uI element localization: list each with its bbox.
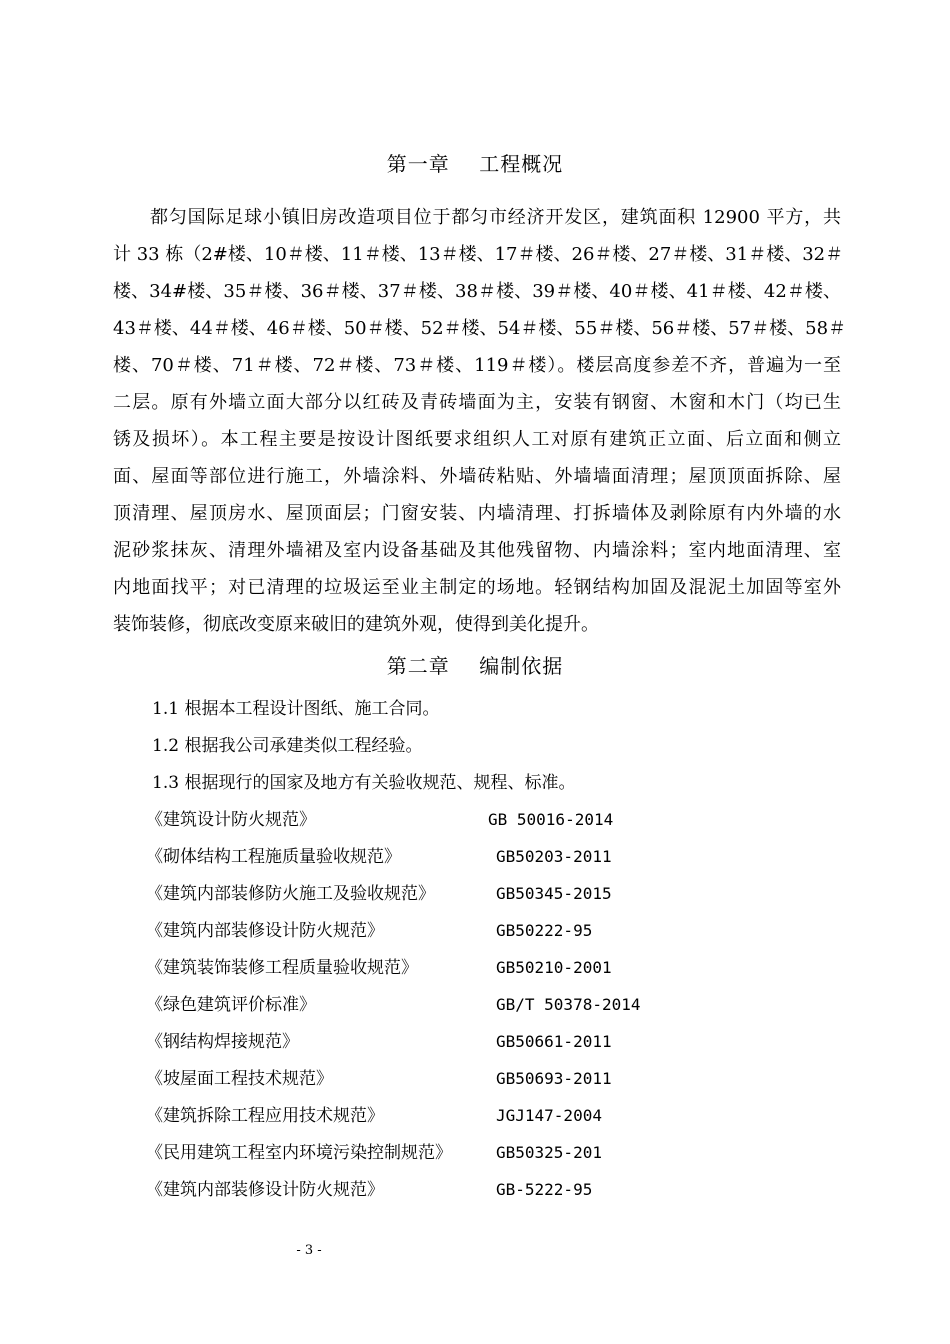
standard-name: 《建筑设计防火规范》 [146, 810, 316, 830]
standard-code: GB50693-2011 [496, 1069, 612, 1088]
standard-name: 《建筑装饰装修工程质量验收规范》 [146, 958, 418, 978]
paragraph-line: 泥砂浆抹灰、清理外墙裙及室内设备基础及其他残留物、内墙涂料；室内地面清理、室 [113, 540, 841, 561]
paragraph-line: 装饰装修，彻底改变原来破旧的建筑外观，使得到美化提升。 [113, 614, 599, 635]
standard-name: 《砌体结构工程施质量验收规范》 [146, 847, 401, 867]
standard-code: GB-5222-95 [496, 1180, 593, 1199]
paragraph-line: 43＃楼、44＃楼、46＃楼、50＃楼、52＃楼、54＃楼、55＃楼、56＃楼、57＃楼、58＃ [113, 318, 847, 339]
paragraph-line: 计 33 栋（2#楼、10＃楼、11＃楼、13＃楼、17＃楼、26＃楼、27＃楼、31＃楼、32＃ [113, 244, 844, 265]
standard-name: 《绿色建筑评价标准》 [146, 995, 316, 1015]
page-number: - 3 - [296, 1243, 322, 1258]
chapter-one-title: 第一章 工程概况 [386, 152, 564, 176]
standard-code: GB50210-2001 [496, 958, 612, 977]
chapter-two-title: 第二章 编制依据 [386, 654, 564, 678]
standard-name: 《建筑内部装修设计防火规范》 [146, 921, 384, 941]
basis-item: 1.2 根据我公司承建类似工程经验。 [152, 736, 423, 756]
paragraph-line: 内地面找平；对已清理的垃圾运至业主制定的场地。轻钢结构加固及混泥土加固等室外 [113, 577, 841, 598]
paragraph-line: 锈及损坏）。本工程主要是按设计图纸要求组织人工对原有建筑正立面、后立面和侧立 [113, 429, 841, 450]
paragraph-line: 楼、34#楼、35＃楼、36＃楼、37＃楼、38＃楼、39＃楼、40＃楼、41＃楼、42＃楼、 [113, 281, 841, 302]
basis-item: 1.3 根据现行的国家及地方有关验收规范、规程、标准。 [152, 773, 576, 793]
paragraph-line: 都匀国际足球小镇旧房改造项目位于都匀市经济开发区，建筑面积 12900 平方，共 [150, 207, 841, 228]
paragraph-line: 二层。原有外墙立面大部分以红砖及青砖墙面为主，安装有钢窗、木窗和木门（均已生 [113, 392, 841, 413]
standard-name: 《民用建筑工程室内环境污染控制规范》 [146, 1143, 452, 1163]
paragraph-line: 面、屋面等部位进行施工，外墙涂料、外墙砖粘贴、外墙墙面清理；屋顶顶面拆除、屋 [113, 466, 841, 487]
standard-name: 《坡屋面工程技术规范》 [146, 1069, 333, 1089]
standard-code: JGJ147-2004 [496, 1106, 602, 1125]
basis-item: 1.1 根据本工程设计图纸、施工合同。 [152, 699, 440, 719]
paragraph-line: 楼、70＃楼、71＃楼、72＃楼、73＃楼、119＃楼）。楼层高度参差不齐，普遍为一至 [113, 355, 841, 376]
standard-code: GB50661-2011 [496, 1032, 612, 1051]
standard-code: GB50222-95 [496, 921, 593, 940]
standard-name: 《建筑内部装修设计防火规范》 [146, 1180, 384, 1200]
standard-code: GB 50016-2014 [488, 810, 614, 829]
standard-name: 《钢结构焊接规范》 [146, 1032, 299, 1052]
standard-code: GB50203-2011 [496, 847, 612, 866]
standard-code: GB50345-2015 [496, 884, 612, 903]
standard-code: GB50325-201 [496, 1143, 602, 1162]
paragraph-line: 顶清理、屋顶房水、屋顶面层；门窗安装、内墙清理、打拆墙体及剥除原有内外墙的水 [113, 503, 841, 524]
standard-code: GB/T 50378-2014 [496, 995, 641, 1014]
standard-name: 《建筑拆除工程应用技术规范》 [146, 1106, 384, 1126]
standard-name: 《建筑内部装修防火施工及验收规范》 [146, 884, 435, 904]
